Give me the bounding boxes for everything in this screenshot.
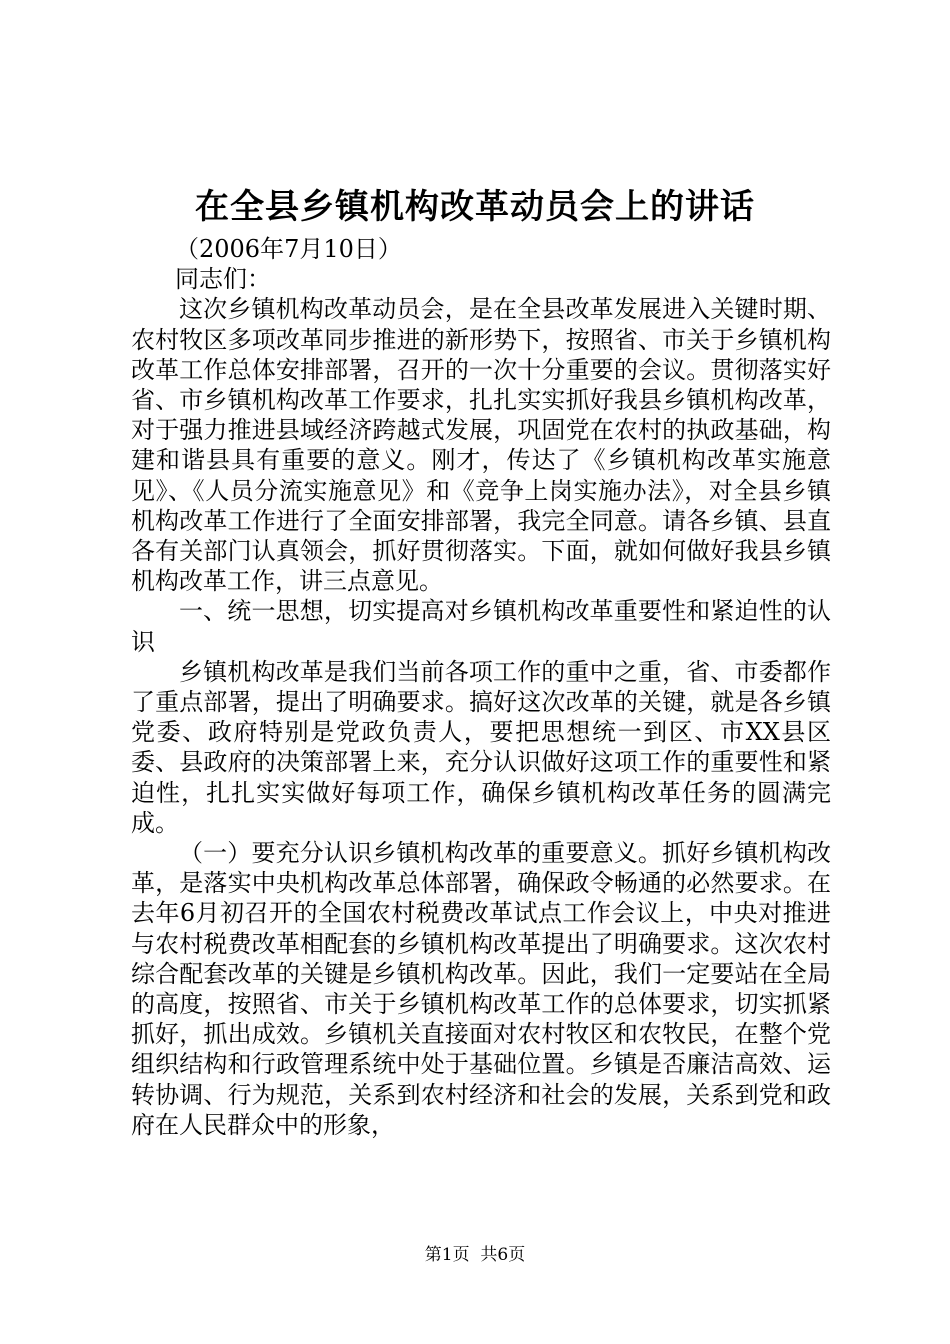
paragraph-subsection-1: （一）要充分认识乡镇机构改革的重要意义。抓好乡镇机构改革，是落实中央机构改革总体部署，确保政令畅通的必然要求。在去年6月初召开的全国农村税费改革试点工作会议上，中央对推进与农村税费改革相配套的乡镇机构改革提出了明确要求。这次农村综合配套改革的关键是乡镇机构改革。因此，我们一定要站在全局的高度，按照省、市关于乡镇机构改革工作的总体要求，切实抓紧抓好，抓出成效。乡镇机关直接面对农村牧区和农牧民，在整个党组织结构和行政管理系统中处于基础位置。乡镇是否廉洁高效、运转协调、行为规范，关系到农村经济和社会的发展，关系到党和政府在人民群众中的形象， xyxy=(131,839,831,1139)
paragraph-intro: 这次乡镇机构改革动员会，是在全县改革发展进入关键时期、农村牧区多项改革同步推进的新形势下，按照省、市关于乡镇机构改革工作总体安排部署，召开的一次十分重要的会议。贯彻落实好省、市乡镇机构改革工作要求，扎扎实实抓好我县乡镇机构改革，对于强力推进县域经济跨越式发展，巩固党在农村的执政基础，构建和谐县具有重要的意义。刚才，传达了《乡镇机构改革实施意见》、《人员分流实施意见》和《竞争上岗实施办法》，对全县乡镇机构改革工作进行了全面安排部署，我完全同意。请各乡镇、县直各有关部门认真领会，抓好贯彻落实。下面，就如何做好我县乡镇机构改革工作，讲三点意见。 xyxy=(131,295,831,596)
paragraph-section-1: 乡镇机构改革是我们当前各项工作的重中之重，省、市委都作了重点部署，提出了明确要求。搞好这次改革的关键，就是各乡镇党委、政府特别是党政负责人，要把思想统一到区、市XX县区委、县政府的决策部署上来，充分认识做好这项工作的重要性和紧迫性，扎扎实实做好每项工作，确保乡镇机构改革任务的圆满完成。 xyxy=(131,657,831,837)
speech-date: （2006年7月10日） xyxy=(175,235,402,263)
salutation: 同志们： xyxy=(175,265,271,294)
document-body xyxy=(131,234,831,1140)
page-footer xyxy=(0,1244,950,1266)
document-title: 在全县乡镇机构改革动员会上的讲话 xyxy=(195,187,755,227)
page-number: 第1页 共6页 xyxy=(424,1245,526,1265)
section-heading-1: 一、统一思想，切实提高对乡镇机构改革重要性和紧迫性的认识 xyxy=(131,597,831,656)
